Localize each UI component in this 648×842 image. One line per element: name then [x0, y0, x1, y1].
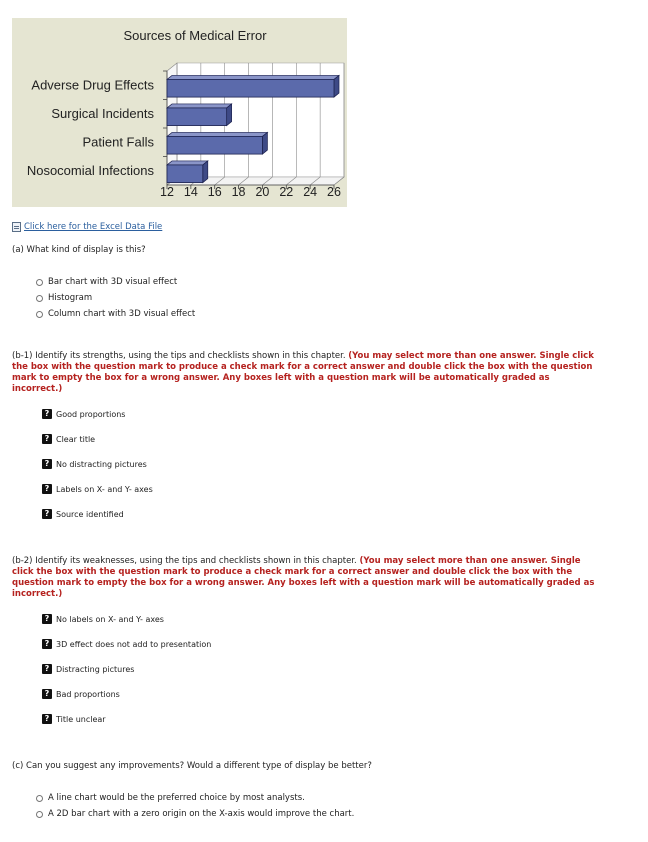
chart-title: Sources of Medical Error [123, 28, 267, 43]
radio-button[interactable] [36, 295, 43, 302]
bar-end-face [227, 104, 232, 126]
b2-item-2[interactable] [42, 639, 211, 649]
b2-item-label: Title unclear [56, 714, 106, 724]
b1-item-2[interactable] [42, 434, 95, 444]
b2-item-5[interactable] [42, 714, 106, 724]
option-label: Column chart with 3D visual effect [48, 309, 196, 319]
question-b1-text: (b-1) Identify its strengths, using the tips and checklists shown in this chapter. [12, 351, 346, 361]
x-tick-label: 22 [279, 185, 294, 199]
bar-chart [12, 18, 347, 207]
b2-item-label: No labels on X- and Y- axes [56, 614, 164, 624]
b1-item-label: Clear title [56, 434, 96, 444]
question-b1-instructions: (You may select more than one answer. Single click the box with the question mark to produce a check mark for a correct answer and double click the box with the question mark to empty the box for a wrong answer. Any boxes left with a question mark will be automatically graded as incorrect.) [12, 351, 594, 394]
bar-top-face [167, 75, 339, 79]
x-tick-label: 18 [231, 185, 246, 199]
b2-item-1[interactable] [42, 614, 164, 624]
question-mark-checkbox[interactable]: ? [42, 664, 52, 674]
bar-top-face [167, 104, 232, 108]
option-a-1[interactable] [36, 277, 177, 287]
bar-top-face [167, 161, 208, 165]
question-b2-text: (b-2) Identify its weaknesses, using the tips and checklists shown in this chapter. [12, 556, 357, 566]
category-label: Surgical Incidents [51, 105, 154, 121]
excel-data-link[interactable] [12, 222, 162, 232]
option-label: Bar chart with 3D visual effect [48, 277, 178, 287]
bar [167, 79, 334, 97]
b1-item-label: Source identified [56, 509, 124, 519]
b2-item-3[interactable] [42, 664, 134, 674]
bar [167, 136, 262, 154]
chart-panel [12, 18, 347, 207]
question-b2-prompt [12, 556, 602, 600]
question-mark-checkbox[interactable]: ? [42, 409, 52, 419]
question-mark-checkbox[interactable]: ? [42, 689, 52, 699]
b1-item-1[interactable] [42, 409, 125, 419]
radio-button[interactable] [36, 811, 43, 818]
bar [167, 165, 203, 183]
bar-end-face [262, 132, 267, 154]
bar-end-face [203, 161, 208, 183]
category-label: Adverse Drug Effects [31, 77, 154, 93]
question-mark-checkbox[interactable]: ? [42, 614, 52, 624]
question-a-prompt: (a) What kind of display is this? [12, 245, 146, 255]
category-label: Patient Falls [82, 134, 154, 150]
x-tick-label: 26 [327, 185, 341, 199]
question-mark-checkbox[interactable]: ? [42, 509, 52, 519]
b2-item-label: Bad proportions [56, 689, 120, 699]
x-tick-label: 24 [303, 185, 318, 199]
option-c-2[interactable] [36, 809, 354, 819]
bar-top-face [167, 132, 267, 136]
b2-item-label: 3D effect does not add to presentation [56, 639, 212, 649]
b1-item-label: Good proportions [56, 409, 126, 419]
b2-item-4[interactable] [42, 689, 120, 699]
question-mark-checkbox[interactable]: ? [42, 434, 52, 444]
x-tick-label: 16 [207, 185, 222, 199]
question-c-prompt: (c) Can you suggest any improvements? Would a different type of display be better? [12, 761, 372, 771]
question-mark-checkbox[interactable]: ? [42, 459, 52, 469]
b1-item-3[interactable] [42, 459, 147, 469]
b1-item-label: Labels on X- and Y- axes [56, 484, 153, 494]
x-tick-label: 20 [255, 185, 270, 199]
question-b2-instructions: (You may select more than one answer. Single click the box with the question mark to produce a check mark for a correct answer and double click the box with the question mark to empty the box for a wrong answer. Any boxes left with a question mark will be automatically graded as incorrect.) [12, 556, 595, 599]
b1-item-4[interactable] [42, 484, 153, 494]
category-label: Nosocomial Infections [26, 162, 154, 178]
option-label: Histogram [48, 293, 93, 303]
x-tick-label: 14 [183, 185, 198, 199]
bar [167, 108, 227, 126]
bar-end-face [334, 75, 339, 97]
question-b1-prompt [12, 351, 602, 395]
b1-item-5[interactable] [42, 509, 124, 519]
radio-button[interactable] [36, 311, 43, 318]
option-a-2[interactable] [36, 293, 92, 303]
question-mark-checkbox[interactable]: ? [42, 714, 52, 724]
excel-link-label: Click here for the Excel Data File [24, 222, 163, 232]
radio-button[interactable] [36, 795, 43, 802]
b1-item-label: No distracting pictures [56, 459, 147, 469]
option-label: A 2D bar chart with a zero origin on the X-axis would improve the chart. [48, 809, 355, 819]
x-tick-label: 12 [160, 185, 174, 199]
b2-item-label: Distracting pictures [56, 664, 135, 674]
radio-button[interactable] [36, 279, 43, 286]
document-icon [12, 222, 21, 232]
question-mark-checkbox[interactable]: ? [42, 639, 52, 649]
option-label: A line chart would be the preferred choice by most analysts. [48, 793, 305, 803]
question-mark-checkbox[interactable]: ? [42, 484, 52, 494]
option-c-1[interactable] [36, 793, 305, 803]
option-a-3[interactable] [36, 309, 195, 319]
